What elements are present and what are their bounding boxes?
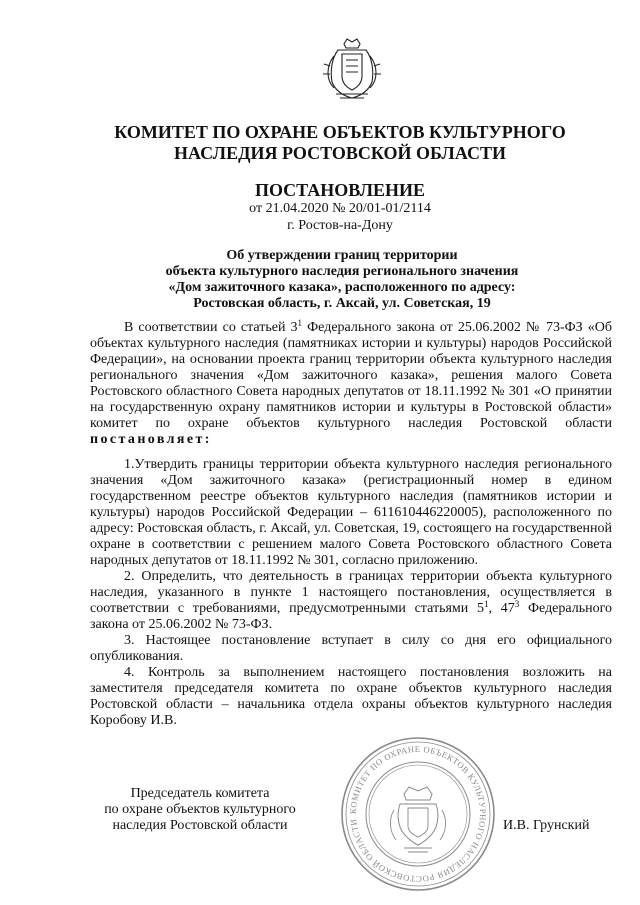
preamble-sup: 1 (297, 318, 303, 328)
item-2-text-b: , 47 (488, 601, 515, 616)
signatory-name: И.В. Грунский (503, 818, 590, 833)
position-line-3: наследия Ростовской области (112, 818, 288, 833)
item-2-text-a: 2. Определить, что деятельность в границах территории объекта культурного наследия, указанного в пункте 1 настоящего постановления, осуществляется в соответствии с требованиями, предусмотренными статьями 5 (90, 569, 612, 616)
preamble-text-a: В соответствии со статьей 3 (124, 320, 298, 335)
document-city: г. Ростов-на-Дону (287, 218, 393, 233)
committee-title (90, 122, 590, 164)
official-seal (338, 734, 498, 894)
preamble-text-b: Федерального закона от 25.06.2002 № 73-ФЗ «Об объектах культурного наследия (памятниках истории и культуры) народов Российской Федерации», на основании проекта границ территории объекта культурного наследия регионального значения «Дом зажиточного казака», решения малого Совета Ростовского областного Совета народных депутатов от 18.11.1992 № 301 «О принятии на государственную охрану памятников истории и культуры в Ростовской области» комитет по охране объектов культурного наследия Ростовской области (90, 320, 612, 431)
seal-legend: КОМИТЕТ ПО ОХРАНЕ ОБЪЕКТОВ КУЛЬТУРНОГО НАСЛЕДИЯ РОСТОВСКОЙ ОБЛАСТИ (347, 743, 489, 885)
document-subject (100, 248, 584, 312)
item-2-paragraph (90, 569, 612, 633)
document-body (90, 320, 612, 729)
item-1-paragraph: 1.Утвердить границы территории объекта культурного наследия регионального значения «Дом зажиточного казака» (регистрационный номер в едином государственном реестре объектов культурного наследия (памятников истории и культуры) народов Российской Федерации – 611610446220005), расположенного по адресу: Ростовская область, г. Аксай, ул. Советская, 19, состоящего на государственной охране в соответствии с решением малого Совета Ростовского областного Совета народных депутатов от 18.11.1992 № 301, согласно приложению. (90, 457, 613, 568)
document-type: ПОСТАНОВЛЕНИЕ (254, 180, 426, 200)
decree-word: постановляет: (90, 432, 212, 447)
position-line-1: Председатель комитета (130, 786, 270, 801)
item-4-paragraph: 4. Контроль за выполнением настоящего постановления возложить на заместителя председателя комитета по охране объектов культурного наследия Ростовской области – начальника отдела охраны объектов культурного наследия Коробову И.В. (90, 665, 612, 728)
committee-line-1: КОМИТЕТ ПО ОХРАНЕ ОБЪЕКТОВ КУЛЬТУРНОГО (114, 122, 566, 142)
item-3-paragraph: 3. Настоящее постановление вступает в силу со дня его официального опубликования. (90, 633, 612, 664)
signatory-position (90, 786, 310, 834)
item-2-text-c: Федерального закона от 25.06.2002 № 73-ФЗ. (90, 601, 612, 632)
subject-line-4: Ростовская область, г. Аксай, ул. Советская, 19 (193, 296, 491, 311)
coat-of-arms-icon (322, 36, 382, 102)
item-2-sup-2: 3 (514, 599, 520, 609)
subject-line-3: «Дом зажиточного казака», расположенного по адресу: (168, 280, 516, 295)
position-line-2: по охране объектов культурного (104, 802, 296, 817)
subject-line-2: объекта культурного наследия регионального значения (165, 264, 519, 279)
committee-line-2: НАСЛЕДИЯ РОСТОВСКОЙ ОБЛАСТИ (174, 143, 506, 163)
document-date-number: от 21.04.2020 № 20/01-01/2114 (249, 201, 431, 216)
subject-line-1: Об утверждении границ территории (226, 248, 458, 263)
preamble-paragraph (90, 320, 612, 448)
item-2-sup-1: 1 (483, 599, 489, 609)
